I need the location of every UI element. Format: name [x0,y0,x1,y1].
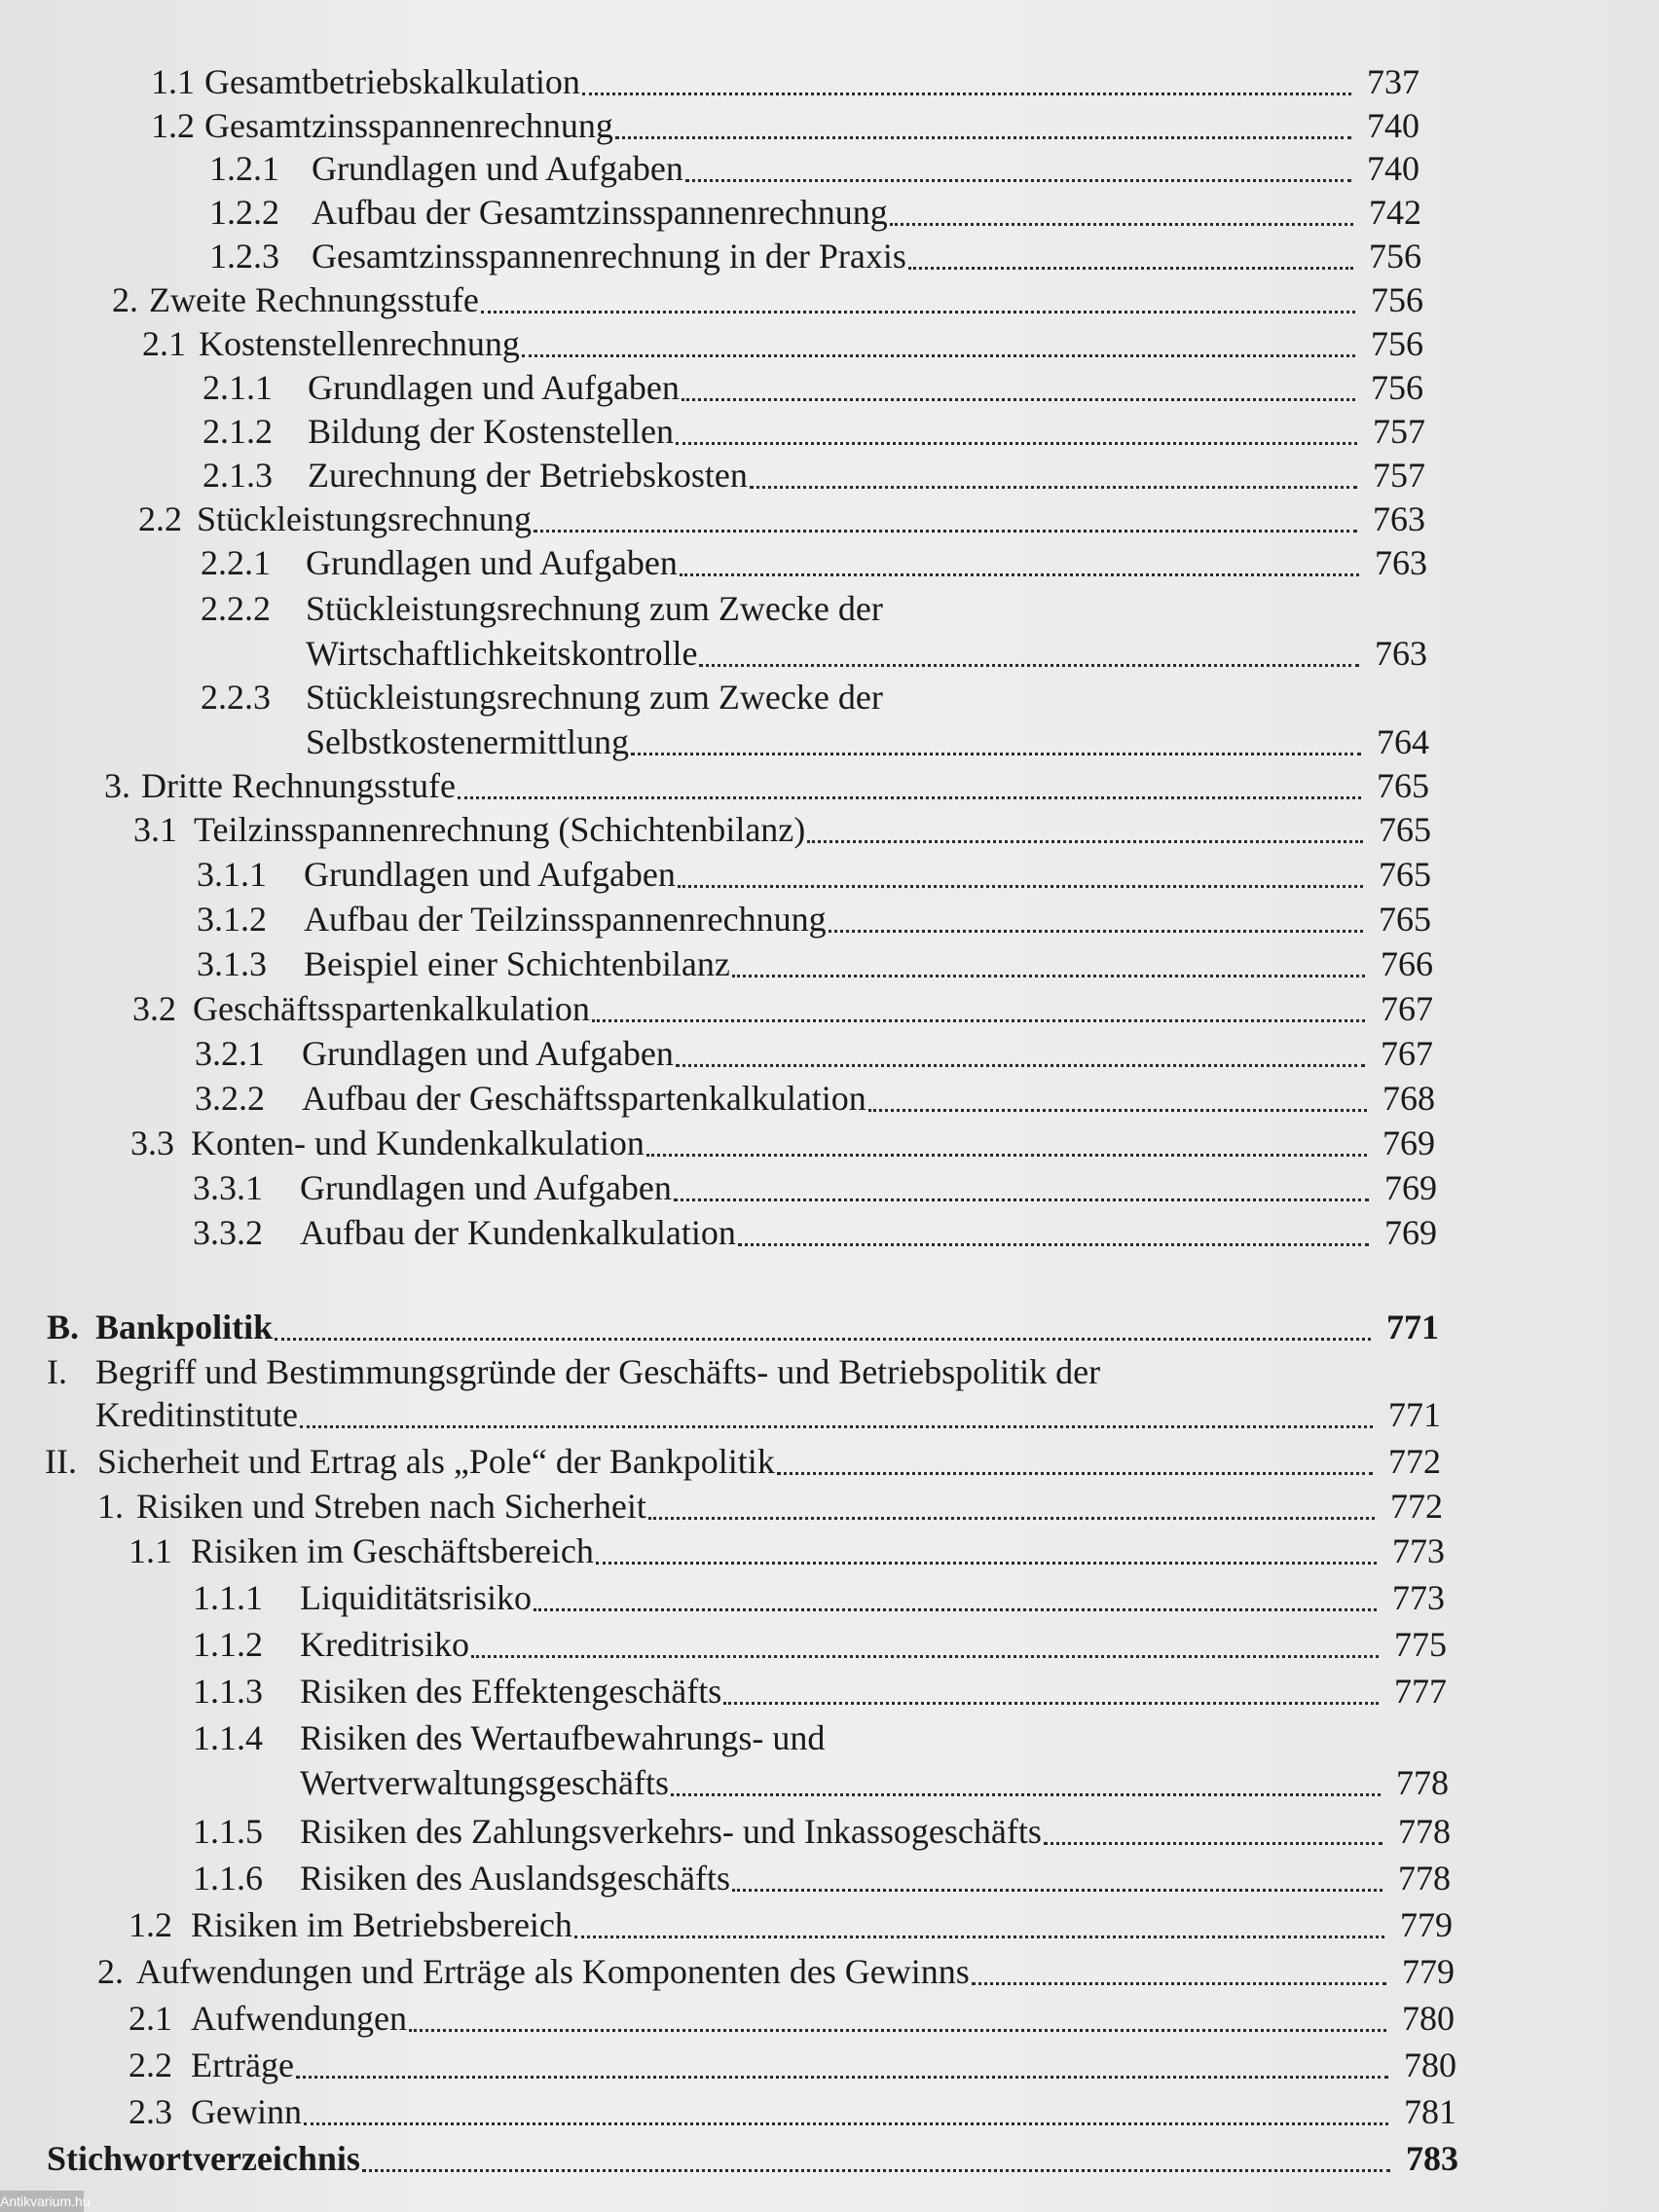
toc-entry [142,323,1423,364]
dot-leader [304,2122,1388,2125]
toc-entry-title: Grundlagen und Aufgaben [306,543,678,582]
toc-entry-page: 765 [1377,766,1429,805]
toc-entry-title: Gesamtzinsspannenrechnung [204,106,613,145]
toc-entry-number: II. [45,1442,77,1481]
toc-entry-title: Aufwendungen und Erträge als Komponenten des Gewinns [136,1952,970,1991]
dot-leader [680,573,1359,576]
toc-entry-page: 780 [1402,1999,1455,2038]
toc-entry [129,2091,1456,2132]
toc-entry-title: Stichwortverzeichnis [47,2139,360,2178]
toc-entry-page: 740 [1367,149,1419,188]
toc-entry-title: Bankpolitik [95,1308,274,1346]
toc-entry [195,1078,1435,1119]
toc-entry-number: 1.1.5 [193,1812,263,1851]
toc-entry-page: 765 [1379,855,1431,894]
dot-leader [471,1655,1379,1658]
toc-entry-title: Grundlagen und Aufgaben [304,855,676,894]
toc-entry-title: Risiken des Auslandsgeschäfts [300,1859,730,1898]
toc-entry-page: 773 [1392,1531,1445,1570]
toc-entry-number: 1.2 [129,1905,172,1944]
toc-entry-title: Risiken im Geschäftsbereich [191,1531,594,1570]
toc-entry-page: 756 [1369,237,1421,276]
toc-entry-title: Gewinn [191,2092,302,2131]
toc-entry-page: 777 [1394,1672,1447,1711]
toc-entry-title: Teilzinsspannenrechnung (Schichtenbilanz) [194,810,806,849]
dot-leader [362,2169,1390,2172]
toc-entry [97,1951,1455,1992]
toc-entry [129,1530,1445,1571]
toc-entry-title: Liquiditätsrisiko [300,1578,532,1617]
toc-entry [203,367,1423,408]
toc-entry [209,148,1419,189]
toc-entry-page: 742 [1369,193,1421,232]
toc-entry-page: 757 [1373,456,1425,495]
toc-entry [138,498,1425,539]
toc-entry-number: 1.1 [129,1531,172,1570]
toc-entry [209,236,1421,276]
toc-entry-page: 764 [1377,722,1429,761]
toc-entry-continuation [95,1394,1441,1435]
dot-leader [592,1019,1365,1022]
toc-entry-title: Aufbau der Teilzinsspannenrechnung [304,900,827,939]
toc-entry-number: 2.1.3 [203,456,273,495]
toc-entry-title-continued: Selbstkostenermittlung [306,722,629,761]
toc-entry-page: 763 [1375,543,1427,582]
toc-entry [197,899,1431,940]
toc-entry-number: 2.1.2 [203,412,273,451]
dot-leader [807,840,1363,843]
toc-entry [203,455,1425,496]
dot-leader [676,1064,1365,1067]
toc-entry [129,2045,1456,2085]
toc-entry-page: 775 [1394,1625,1447,1664]
dot-leader [890,223,1353,226]
toc-entry-number: 2. [112,280,138,319]
toc-entry-number: 3. [104,766,130,805]
toc-entry [193,1717,1449,1758]
toc-entry-number: B. [47,1308,80,1346]
toc-entry-page: 763 [1373,499,1425,538]
toc-entry [132,988,1433,1029]
dot-leader [738,1243,1369,1246]
toc-entry-number: 3.2.2 [195,1079,265,1118]
toc-entry-page: 769 [1382,1124,1435,1162]
toc-entry-page: 766 [1381,944,1433,983]
toc-entry [209,192,1421,233]
toc-entry [47,2138,1458,2179]
toc-entry-page: 763 [1375,634,1427,673]
toc-entry-number: 2.3 [129,2092,172,2131]
toc-entry [130,1123,1435,1163]
dot-leader [829,930,1363,933]
toc-entry-title: Geschäftsspartenkalkulation [193,989,590,1028]
toc-entry [201,677,1429,718]
toc-entry [151,105,1419,146]
dot-leader [534,1608,1377,1611]
toc-entry-page: 740 [1367,106,1419,145]
toc-entry [97,1486,1443,1527]
toc-entry-number: 2.2 [138,499,182,538]
toc-entry-title-continued: Wertverwaltungsgeschäfts [300,1763,669,1802]
dot-leader [534,530,1357,533]
toc-entry-title: Kostenstellenrechnung [199,324,520,363]
toc-entry-page: 772 [1388,1442,1441,1481]
toc-entry-title: Grundlagen und Aufgaben [312,149,683,188]
dot-leader [275,1338,1371,1341]
toc-entry-page: 773 [1392,1578,1445,1617]
toc-entry-title-continued: Wirtschaftlichkeitskontrolle [306,634,698,673]
dot-leader [868,1109,1367,1112]
dot-leader [682,398,1355,401]
dot-leader [646,1154,1367,1157]
toc-entry [193,1624,1447,1665]
toc-entry-number: 3.3 [130,1124,174,1162]
toc-entry-page: 772 [1390,1487,1443,1526]
dot-leader [1044,1842,1382,1845]
dot-leader [648,1517,1375,1520]
toc-entry-number: 2.2 [129,2046,172,2084]
toc-entry-title: Risiken im Betriebsbereich [191,1905,572,1944]
toc-entry [193,1577,1445,1618]
toc-entry-title: Risiken des Zahlungsverkehrs- und Inkassogeschäfts [300,1812,1042,1851]
dot-leader [596,1562,1377,1565]
toc-entry-number: 1.1.1 [193,1578,263,1617]
toc-entry [45,1441,1441,1482]
toc-entry-page: 779 [1400,1905,1453,1944]
toc-entry-number: 1.2.2 [209,193,279,232]
toc-entry-title: Zurechnung der Betriebskosten [308,456,748,495]
dot-leader [732,975,1365,977]
toc-entry-page: 756 [1371,280,1423,319]
toc-entry-title: Erträge [191,2046,294,2084]
dot-leader [296,2076,1388,2079]
toc-entry-number: 2.1.1 [203,368,273,407]
toc-entry-number: 1.2 [151,106,195,145]
dot-leader [676,442,1357,445]
toc-entry-page: 781 [1404,2092,1456,2131]
toc-entry-title: Kreditrisiko [300,1625,469,1664]
dot-leader [409,2029,1386,2032]
toc-entry-page: 780 [1404,2046,1456,2084]
toc-entry-title: Gesamtzinsspannenrechnung in der Praxis [312,237,906,276]
toc-entry-title: Risiken des Effektengeschäfts [300,1672,722,1711]
toc-entry [47,1307,1439,1347]
toc-entry-title: Grundlagen und Aufgaben [308,368,680,407]
toc-entry-page: 778 [1398,1859,1451,1898]
toc-entry [203,411,1425,452]
toc-entry [47,1351,1441,1392]
toc-entry-title: Risiken des Wertaufbewahrungs- und [300,1718,826,1757]
toc-entry [193,1671,1447,1712]
toc-entry-continuation [306,633,1427,674]
toc-entry [193,1167,1437,1208]
toc-entry-number: 3.3.1 [193,1168,263,1207]
dot-leader [723,1702,1379,1705]
toc-entry-number: 1.1.3 [193,1672,263,1711]
toc-entry-page: 767 [1381,989,1433,1028]
toc-entry-number: I. [47,1352,67,1391]
toc-entry [133,809,1431,850]
dot-leader [458,796,1361,799]
toc-entry-number: 3.1.1 [197,855,267,894]
toc-entry-page: 769 [1384,1213,1437,1252]
toc-entry-title: Bildung der Kostenstellen [308,412,674,451]
toc-entry-page: 771 [1386,1308,1439,1346]
toc-entry-number: 1.1.2 [193,1625,263,1664]
toc-entry-page: 769 [1384,1168,1437,1207]
toc-entry-title: Stückleistungsrechnung [197,499,532,538]
toc-entry-number: 2.2.2 [201,589,271,628]
toc-entry-number: 2.2.3 [201,678,271,717]
toc-entry-page: 765 [1379,810,1431,849]
toc-entry-title: Aufbau der Gesamtzinsspannenrechnung [312,193,888,232]
dot-leader [732,1889,1382,1892]
dot-leader [685,179,1351,182]
toc-entry-page: 778 [1398,1812,1451,1851]
toc-entry-title: Grundlagen und Aufgaben [302,1034,674,1073]
toc-entry [104,765,1429,806]
toc-entry-page: 756 [1371,324,1423,363]
toc-entry-page: 767 [1381,1034,1433,1073]
toc-entry [193,1858,1451,1899]
toc-entry-title-continued: Kreditinstitute [95,1395,298,1434]
toc-entry-page: 756 [1371,368,1423,407]
toc-entry-continuation [306,721,1429,762]
dot-leader [522,354,1355,357]
toc-entry [193,1811,1451,1852]
toc-entry-title: Risiken und Streben nach Sicherheit [136,1487,646,1526]
dot-leader [300,1425,1373,1428]
toc-entry-number: 1.1.4 [193,1718,263,1757]
toc-entry-page: 783 [1406,2139,1458,2178]
toc-entry-title: Konten- und Kundenkalkulation [191,1124,645,1162]
toc-entry-title: Dritte Rechnungsstufe [141,766,456,805]
toc-entry-title: Stückleistungsrechnung zum Zwecke der [306,589,883,628]
toc-entry-title: Sicherheit und Ertrag als „Pole“ der Bankpolitik [97,1442,775,1481]
dot-leader [777,1472,1373,1475]
dot-leader [671,1793,1381,1796]
toc-entry-number: 3.1 [133,810,177,849]
toc-entry-page: 737 [1367,62,1419,101]
toc-entry-number: 1.2.1 [209,149,279,188]
toc-entry [195,1033,1433,1074]
dot-leader [972,1982,1386,1985]
dot-leader [678,885,1363,888]
toc-entry-number: 1. [97,1487,124,1526]
toc-entry-number: 2.1 [129,1999,172,2038]
toc-entry-title: Aufbau der Geschäftsspartenkalkulation [302,1079,866,1118]
toc-entry [129,1904,1453,1945]
dot-leader [582,92,1351,95]
toc-entry-number: 3.3.2 [193,1213,263,1252]
toc-entry-title: Gesamtbetriebskalkulation [204,62,580,101]
toc-entry-title: Stückleistungsrechnung zum Zwecke der [306,678,883,717]
toc-entry-page: 771 [1388,1395,1441,1434]
toc-entry [112,279,1423,320]
dot-leader [615,136,1351,139]
toc-entry-number: 2. [97,1952,124,1991]
toc-entry-number: 1.1 [151,62,195,101]
toc-entry-page: 765 [1379,900,1431,939]
toc-entry-continuation [300,1762,1449,1803]
toc-entry [193,1212,1437,1253]
dot-leader [699,664,1359,667]
toc-entry-title: Beispiel einer Schichtenbilanz [304,944,730,983]
toc-entry-number: 3.1.3 [197,944,267,983]
dot-leader [574,1936,1384,1938]
toc-entry-number: 3.2.1 [195,1034,265,1073]
toc-entry-title: Zweite Rechnungsstufe [149,280,479,319]
toc-entry-page: 768 [1382,1079,1435,1118]
dot-leader [674,1198,1369,1201]
toc-entry-number: 3.2 [132,989,176,1028]
toc-entry [201,588,1427,629]
toc-entry [151,61,1419,102]
toc-entry-page: 757 [1373,412,1425,451]
toc-entry-number: 1.2.3 [209,237,279,276]
toc-entry-number: 1.1.6 [193,1859,263,1898]
toc-entry-number: 3.1.2 [197,900,267,939]
dot-leader [908,267,1353,270]
toc-entry [197,854,1431,895]
dot-leader [481,311,1355,313]
toc-entry-number: 2.1 [142,324,186,363]
toc-entry-page: 779 [1402,1952,1455,1991]
toc-entry-title: Grundlagen und Aufgaben [300,1168,672,1207]
toc-entry [201,542,1427,583]
dot-leader [631,753,1361,756]
watermark: Antikvarium.hu [0,2191,84,2212]
toc-entry-number: 2.2.1 [201,543,271,582]
toc-entry-title: Aufwendungen [191,1999,407,2038]
toc-entry-page: 778 [1396,1763,1449,1802]
dot-leader [750,486,1357,489]
toc-entry-title: Begriff und Bestimmungsgründe der Geschäfts- und Betriebspolitik der [95,1352,1101,1391]
toc-entry-title: Aufbau der Kundenkalkulation [300,1213,736,1252]
toc-entry [129,1998,1455,2039]
toc-entry [197,943,1433,984]
